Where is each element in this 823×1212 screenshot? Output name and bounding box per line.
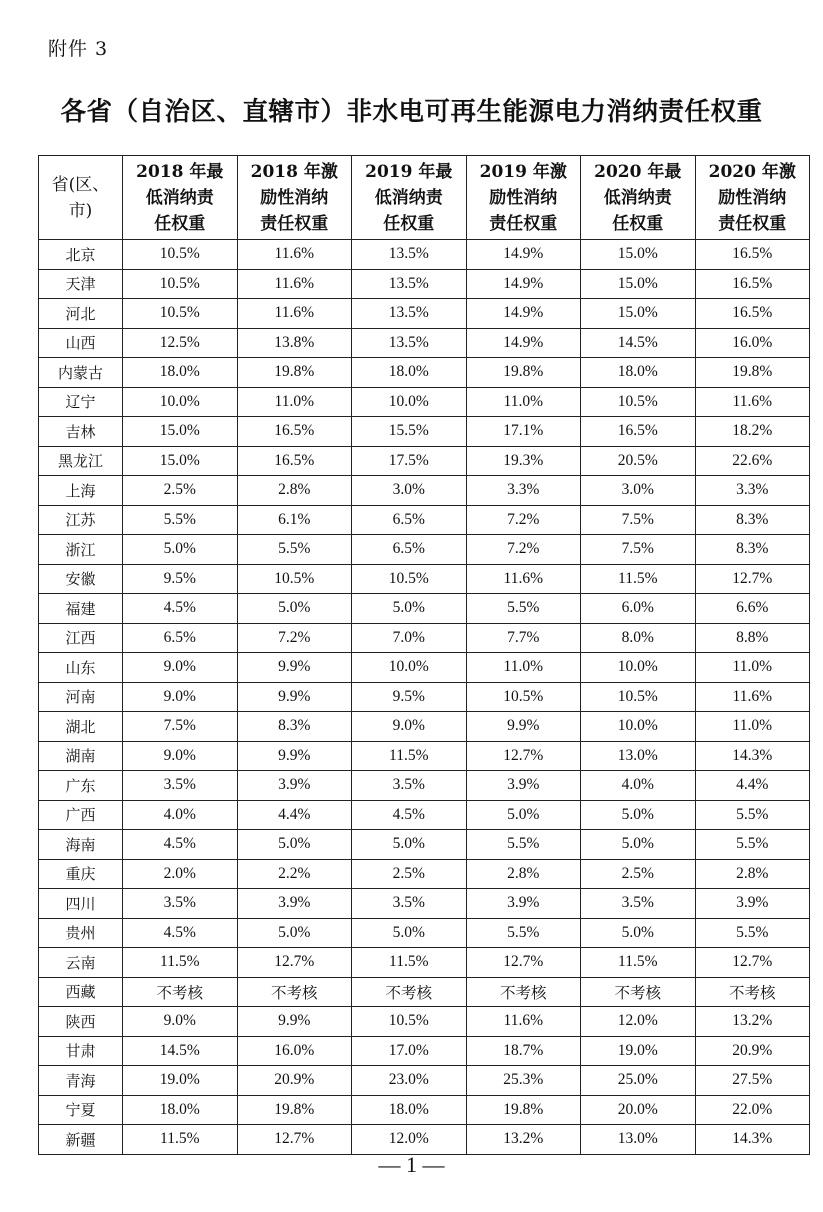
weight-cell: 12.7% [695,564,810,594]
weight-cell: 11.0% [237,387,352,417]
weight-cell: 7.5% [581,535,696,565]
province-cell: 甘肃 [39,1036,123,1066]
weight-cell: 14.3% [695,1125,810,1155]
weight-cell: 20.9% [695,1036,810,1066]
weight-cell: 25.3% [466,1066,581,1096]
province-cell: 云南 [39,948,123,978]
weight-cell: 7.2% [237,623,352,653]
weight-cell: 7.5% [123,712,238,742]
weight-cell: 11.5% [352,741,467,771]
weight-cell: 5.0% [237,918,352,948]
weight-cell: 不考核 [123,977,238,1007]
table-row [39,800,810,830]
weight-cell: 5.0% [352,918,467,948]
table-row [39,1125,810,1155]
weight-cell: 2.8% [695,859,810,889]
weight-cell: 5.0% [352,594,467,624]
table-row [39,417,810,447]
weight-cell: 12.7% [466,741,581,771]
weight-cell: 16.5% [695,299,810,329]
weight-cell: 3.0% [581,476,696,506]
weight-cell: 10.5% [581,387,696,417]
page-number: — 1 — [378,1152,445,1177]
table-row [39,240,810,270]
weight-cell: 23.0% [352,1066,467,1096]
province-cell: 海南 [39,830,123,860]
weight-cell: 9.5% [352,682,467,712]
weight-cell: 3.5% [123,771,238,801]
weight-cell: 5.0% [581,800,696,830]
province-cell: 安徽 [39,564,123,594]
table-row [39,741,810,771]
weight-cell: 16.0% [695,328,810,358]
weight-cell: 12.7% [237,1125,352,1155]
header-cell: 2019 年最 低消纳责 任权重 [352,156,467,240]
weight-cell: 7.2% [466,505,581,535]
weight-cell: 18.0% [123,358,238,388]
weight-cell: 19.8% [237,358,352,388]
weight-cell: 10.5% [466,682,581,712]
weight-cell: 10.5% [237,564,352,594]
weight-cell: 11.0% [466,653,581,683]
weight-cell: 14.9% [466,240,581,270]
weight-cell: 19.3% [466,446,581,476]
weight-cell: 11.6% [466,1007,581,1037]
weight-cell: 22.6% [695,446,810,476]
province-cell: 四川 [39,889,123,919]
weight-cell: 6.5% [352,505,467,535]
table-row [39,564,810,594]
weight-cell: 16.5% [695,269,810,299]
weight-cell: 3.3% [695,476,810,506]
weight-cell: 15.0% [581,240,696,270]
table-body [39,240,810,1155]
weight-cell: 4.5% [123,830,238,860]
weight-cell: 22.0% [695,1095,810,1125]
table-row [39,1007,810,1037]
weight-cell: 8.3% [695,535,810,565]
weight-cell: 10.5% [581,682,696,712]
table-row [39,771,810,801]
province-cell: 湖北 [39,712,123,742]
weight-cell: 19.8% [466,358,581,388]
table-row [39,859,810,889]
weight-cell: 7.2% [466,535,581,565]
weight-cell: 17.0% [352,1036,467,1066]
weight-cell: 9.5% [123,564,238,594]
weight-cell: 13.2% [695,1007,810,1037]
province-cell: 湖南 [39,741,123,771]
weight-cell: 2.8% [466,859,581,889]
weight-cell: 5.5% [695,830,810,860]
weight-cell: 11.5% [352,948,467,978]
header-cell: 2018 年激 励性消纳 责任权重 [237,156,352,240]
province-cell: 辽宁 [39,387,123,417]
weight-cell: 11.6% [466,564,581,594]
weight-cell: 4.5% [123,594,238,624]
weight-cell: 10.5% [352,1007,467,1037]
province-cell: 江苏 [39,505,123,535]
weight-cell: 5.5% [123,505,238,535]
weight-cell: 2.8% [237,476,352,506]
weight-cell: 15.0% [581,269,696,299]
header-cell: 2019 年激 励性消纳 责任权重 [466,156,581,240]
province-cell: 北京 [39,240,123,270]
weight-cell: 4.4% [237,800,352,830]
weight-cell: 17.5% [352,446,467,476]
weight-cell: 10.0% [581,712,696,742]
province-cell: 山东 [39,653,123,683]
weight-cell: 5.5% [466,918,581,948]
table-row [39,623,810,653]
weight-cell: 11.0% [466,387,581,417]
weight-cell: 11.5% [123,1125,238,1155]
weight-cell: 10.0% [123,387,238,417]
weight-cell: 13.0% [581,1125,696,1155]
weight-cell: 10.5% [352,564,467,594]
province-cell: 内蒙古 [39,358,123,388]
weight-cell: 20.0% [581,1095,696,1125]
table-row [39,712,810,742]
weight-cell: 10.5% [123,269,238,299]
weight-cell: 10.5% [123,299,238,329]
weight-cell: 7.7% [466,623,581,653]
weight-cell: 9.0% [123,653,238,683]
table-row [39,1095,810,1125]
table-row [39,918,810,948]
table-row [39,505,810,535]
weight-cell: 8.3% [695,505,810,535]
weight-cell: 20.5% [581,446,696,476]
weight-cell: 16.5% [237,417,352,447]
table-row [39,594,810,624]
weight-cell: 11.6% [695,387,810,417]
weight-cell: 16.5% [581,417,696,447]
weight-cell: 12.7% [695,948,810,978]
weight-cell: 3.9% [237,771,352,801]
table-row [39,1036,810,1066]
weight-cell: 6.1% [237,505,352,535]
weight-cell: 19.0% [581,1036,696,1066]
province-cell: 上海 [39,476,123,506]
weight-cell: 5.0% [237,594,352,624]
weight-cell: 5.0% [123,535,238,565]
weight-cell: 9.9% [237,653,352,683]
weight-cell: 8.0% [581,623,696,653]
province-cell: 陕西 [39,1007,123,1037]
province-cell: 吉林 [39,417,123,447]
weight-cell: 5.0% [581,918,696,948]
weight-cell: 7.0% [352,623,467,653]
weight-cell: 5.5% [466,830,581,860]
weight-cell: 3.9% [695,889,810,919]
table-row [39,889,810,919]
weight-cell: 14.3% [695,741,810,771]
weight-cell: 11.6% [237,269,352,299]
table-row [39,358,810,388]
weight-cell: 4.0% [123,800,238,830]
weight-cell: 15.0% [123,446,238,476]
province-cell: 宁夏 [39,1095,123,1125]
weight-cell: 6.0% [581,594,696,624]
weight-cell: 5.0% [352,830,467,860]
weight-cell: 12.0% [581,1007,696,1037]
weight-cell: 不考核 [695,977,810,1007]
weight-cell: 13.5% [352,269,467,299]
table-row [39,977,810,1007]
weight-cell: 5.5% [695,918,810,948]
weight-cell: 15.5% [352,417,467,447]
weight-cell: 6.6% [695,594,810,624]
weight-cell: 10.0% [352,653,467,683]
weight-cell: 9.0% [352,712,467,742]
weight-cell: 3.5% [352,771,467,801]
weight-cell: 13.0% [581,741,696,771]
province-cell: 山西 [39,328,123,358]
weight-cell: 2.0% [123,859,238,889]
weight-cell: 9.9% [466,712,581,742]
province-cell: 广西 [39,800,123,830]
weight-cell: 11.0% [695,712,810,742]
table-row [39,535,810,565]
weight-cell: 3.5% [352,889,467,919]
weight-cell: 3.0% [352,476,467,506]
weight-cell: 27.5% [695,1066,810,1096]
weight-cell: 15.0% [123,417,238,447]
weight-cell: 18.0% [352,1095,467,1125]
weight-cell: 19.8% [237,1095,352,1125]
weight-cell: 10.0% [352,387,467,417]
table-row [39,328,810,358]
province-cell: 新疆 [39,1125,123,1155]
weight-cell: 18.7% [466,1036,581,1066]
weight-cell: 12.7% [466,948,581,978]
province-cell: 福建 [39,594,123,624]
province-cell: 广东 [39,771,123,801]
attachment-label: 附件 3 [48,38,109,60]
weight-cell: 11.5% [123,948,238,978]
weight-cell: 13.5% [352,299,467,329]
table-row [39,653,810,683]
province-cell: 西藏 [39,977,123,1007]
province-cell: 天津 [39,269,123,299]
weight-cell: 14.9% [466,269,581,299]
table-row [39,682,810,712]
weight-cell: 16.0% [237,1036,352,1066]
weight-cell: 4.0% [581,771,696,801]
weight-cell: 4.5% [352,800,467,830]
weight-cell: 16.5% [695,240,810,270]
weight-cell: 8.8% [695,623,810,653]
weight-cell: 不考核 [581,977,696,1007]
weight-cell: 3.3% [466,476,581,506]
weight-cell: 13.5% [352,240,467,270]
header-province: 省(区、 市) [39,156,123,240]
weight-cell: 16.5% [237,446,352,476]
weight-cell: 12.0% [352,1125,467,1155]
table-row [39,446,810,476]
weight-cell: 5.5% [466,594,581,624]
weight-cell: 18.2% [695,417,810,447]
weight-cell: 6.5% [123,623,238,653]
weight-cell: 14.9% [466,328,581,358]
weight-cell: 不考核 [466,977,581,1007]
weight-cell: 不考核 [352,977,467,1007]
weight-cell: 18.0% [352,358,467,388]
weight-cell: 15.0% [581,299,696,329]
weight-cell: 5.0% [581,830,696,860]
weight-cell: 13.2% [466,1125,581,1155]
weight-cell: 17.1% [466,417,581,447]
table-row [39,476,810,506]
weight-cell: 3.9% [466,771,581,801]
weight-cell: 2.5% [581,859,696,889]
weight-cell: 12.5% [123,328,238,358]
weight-cell: 18.0% [581,358,696,388]
province-cell: 河北 [39,299,123,329]
weight-cell: 9.9% [237,682,352,712]
weight-cell: 11.5% [581,948,696,978]
weight-cell: 3.9% [466,889,581,919]
weight-cell: 2.5% [352,859,467,889]
weight-cell: 18.0% [123,1095,238,1125]
weight-cell: 3.5% [581,889,696,919]
province-cell: 黑龙江 [39,446,123,476]
weight-cell: 3.9% [237,889,352,919]
weight-cell: 3.5% [123,889,238,919]
table-row [39,299,810,329]
weight-cell: 5.5% [695,800,810,830]
table-row [39,948,810,978]
header-cell: 2018 年最 低消纳责 任权重 [123,156,238,240]
table-row [39,387,810,417]
responsibility-weight-table [38,155,810,1155]
province-cell: 贵州 [39,918,123,948]
province-cell: 浙江 [39,535,123,565]
weight-cell: 19.8% [466,1095,581,1125]
weight-cell: 10.5% [123,240,238,270]
province-cell: 重庆 [39,859,123,889]
weight-cell: 13.8% [237,328,352,358]
weight-cell: 9.0% [123,1007,238,1037]
weight-cell: 6.5% [352,535,467,565]
weight-cell: 5.0% [237,830,352,860]
weight-cell: 11.6% [695,682,810,712]
weight-cell: 5.5% [237,535,352,565]
table-row [39,1066,810,1096]
weight-cell: 4.5% [123,918,238,948]
weight-cell: 11.6% [237,299,352,329]
weight-cell: 12.7% [237,948,352,978]
weight-cell: 14.9% [466,299,581,329]
province-cell: 青海 [39,1066,123,1096]
document-title: 各省（自治区、直辖市）非水电可再生能源电力消纳责任权重 [60,97,763,127]
weight-cell: 不考核 [237,977,352,1007]
weight-cell: 9.0% [123,682,238,712]
header-cell: 2020 年最 低消纳责 任权重 [581,156,696,240]
weight-cell: 14.5% [581,328,696,358]
weight-cell: 4.4% [695,771,810,801]
weight-cell: 20.9% [237,1066,352,1096]
weight-cell: 19.0% [123,1066,238,1096]
weight-cell: 14.5% [123,1036,238,1066]
weight-cell: 19.8% [695,358,810,388]
weight-cell: 5.0% [466,800,581,830]
weight-cell: 9.9% [237,741,352,771]
province-cell: 河南 [39,682,123,712]
province-cell: 江西 [39,623,123,653]
table-row [39,830,810,860]
weight-cell: 11.5% [581,564,696,594]
weight-cell: 9.0% [123,741,238,771]
weight-cell: 7.5% [581,505,696,535]
weight-cell: 8.3% [237,712,352,742]
weight-cell: 10.0% [581,653,696,683]
weight-cell: 11.6% [237,240,352,270]
table-header-row [39,156,810,240]
weight-cell: 11.0% [695,653,810,683]
weight-cell: 9.9% [237,1007,352,1037]
weight-cell: 25.0% [581,1066,696,1096]
weight-cell: 2.2% [237,859,352,889]
header-cell: 2020 年激 励性消纳 责任权重 [695,156,810,240]
weight-cell: 13.5% [352,328,467,358]
weight-cell: 2.5% [123,476,238,506]
table-row [39,269,810,299]
